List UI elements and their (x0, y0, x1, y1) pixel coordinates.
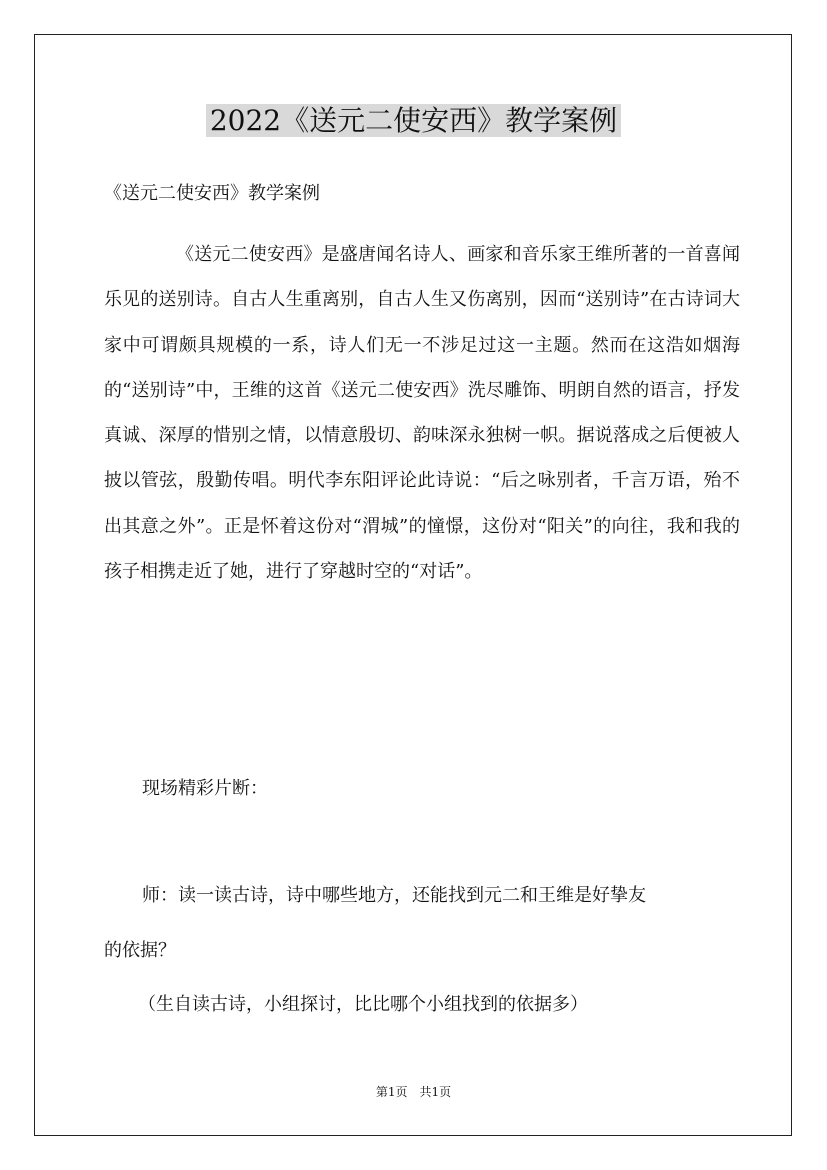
teacher-question-line-2: 的依据？ (104, 940, 176, 961)
intro-paragraph: 《送元二使安西》是盛唐闻名诗人、画家和音乐家王维所著的一首喜闻乐见的送别诗。自古人生重离别，自古人生又伤离别，因而“送别诗”在古诗词大家中可谓颇具规模的一系，诗人们无一不涉足过这一主题。然而在这浩如烟海的“送别诗”中，王维的这首《送元二使安西》洗尽雕饰、明朗自然的语言，抒发真诚、深厚的惜别之情，以情意殷切、韵味深永独树一帜。据说落成之后便被人披以管弦，殷勤传唱。明代李东阳评论此诗说：“后之咏别者，千言万语，殆不出其意之外”。正是怀着这份对“渭城”的憧憬，这份对“阳关”的向往，我和我的孩子相携走近了她，进行了穿越时空的“对话”。 (104, 244, 740, 583)
page-footer: 第1页 共1页 (375, 1085, 452, 1099)
teacher-question-line-1: 师：读一读古诗，诗中哪些地方，还能找到元二和王维是好挚友 (142, 885, 646, 906)
document-title-text: 2022《送元二使安西》教学案例 (206, 104, 621, 137)
section-heading: 现场精彩片断： (142, 778, 268, 799)
document-title (0, 98, 827, 144)
student-activity-note: （生自读古诗，小组探讨，比比哪个小组找到的依据多） (138, 994, 588, 1015)
document-subtitle: 《送元二使安西》教学案例 (104, 183, 320, 204)
